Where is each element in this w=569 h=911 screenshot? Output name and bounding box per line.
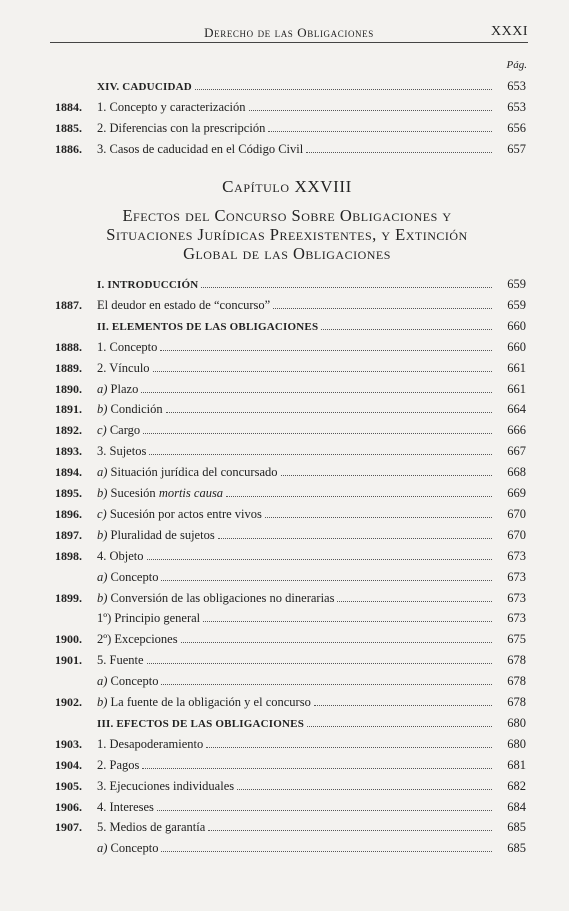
toc-entry [48, 296, 526, 314]
paragraph-number: 1898. [55, 548, 82, 563]
toc-entry-text: 1º) Principio general [97, 611, 201, 626]
paragraph-number: 1906. [55, 799, 82, 814]
dot-leader [195, 89, 492, 90]
paragraph-number: 1888. [55, 339, 82, 354]
paragraph-number: 1893. [55, 444, 82, 459]
paragraph-number: 1899. [55, 590, 82, 605]
toc-entry-line [97, 693, 526, 711]
dot-leader [160, 350, 492, 351]
running-header [50, 22, 528, 43]
toc-entry-title [97, 421, 140, 439]
toc-entry-title [97, 693, 311, 711]
paragraph-number: 1886. [55, 142, 82, 156]
toc-entry-text: Sucesión [107, 486, 159, 500]
dot-leader [249, 110, 492, 111]
toc-entry-line [97, 119, 526, 137]
toc-entry [48, 547, 526, 565]
dot-leader [321, 329, 492, 330]
item-letter: a) [97, 465, 108, 480]
paragraph-number: 1901. [55, 653, 82, 668]
toc-page-number: 685 [507, 841, 526, 856]
toc-page-number: 684 [507, 799, 526, 814]
toc-page-number: 653 [507, 79, 526, 93]
toc-page-number: 657 [507, 142, 526, 156]
dot-leader [206, 747, 492, 748]
chapter-subtitle-line: Situaciones Jurídicas Preexistentes, y Extinción [106, 225, 468, 244]
toc-entry-line [97, 839, 526, 857]
toc-page-number: 680 [507, 736, 526, 751]
toc-entry-text: 3. Ejecuciones individuales [97, 778, 235, 793]
paragraph-number: 1892. [55, 423, 82, 438]
toc-entry-line [97, 818, 526, 836]
paragraph-number: 1887. [55, 297, 82, 312]
paragraph-number: 1904. [55, 757, 82, 772]
toc-entry-text: Conversión de las obligaciones no dinerarias [107, 590, 335, 605]
paragraph-number: 1897. [55, 527, 82, 542]
toc-entry [48, 484, 526, 502]
toc-entry [48, 359, 526, 377]
dot-leader [208, 830, 492, 831]
toc-page-number: 660 [507, 318, 526, 333]
toc-entry [48, 463, 526, 481]
toc-page-number: 669 [507, 486, 526, 500]
toc-page-number: 678 [507, 674, 526, 689]
paragraph-number: 1895. [55, 486, 82, 500]
toc-entry-text: 2. Vínculo [97, 360, 150, 375]
toc-page-number: 670 [507, 506, 526, 521]
toc-entry-title [97, 777, 234, 795]
toc-entry-text: Cargo [106, 423, 141, 438]
toc-page-number: 680 [507, 715, 526, 730]
paragraph-number: 1894. [55, 465, 82, 480]
toc-section-heading [48, 317, 526, 335]
toc-entry-text: Condición [107, 402, 163, 417]
toc-entry-line [97, 777, 526, 795]
toc-entry-title [97, 276, 198, 293]
dot-leader [314, 705, 492, 706]
toc-entry-line [97, 547, 526, 565]
toc-entry-text: 1. Desapoderamiento [97, 736, 204, 751]
dot-leader [307, 726, 492, 727]
chapter-subtitle-line: Global de las Obligaciones [183, 244, 391, 263]
dot-leader [149, 454, 492, 455]
toc-page-number: 659 [507, 297, 526, 312]
toc-entry-text: 5. Medios de garantía [97, 820, 206, 835]
page-number: XXXI [491, 24, 528, 39]
toc-entry-line [97, 359, 526, 377]
toc-entry [48, 526, 526, 544]
paragraph-number: 1907. [55, 820, 82, 835]
toc-entry-line [97, 651, 526, 669]
toc-entry-title [97, 380, 138, 398]
item-letter: a) [97, 841, 108, 856]
paragraph-number: 1890. [55, 381, 82, 396]
toc-entry [48, 651, 526, 669]
toc-page-number: 678 [507, 695, 526, 709]
toc-entry-title [97, 547, 144, 565]
toc-entry-line [97, 421, 526, 439]
toc-entry-title [97, 756, 139, 774]
toc-page-number: 673 [507, 569, 526, 584]
item-letter: b) [97, 402, 108, 417]
toc-entry-title [97, 463, 278, 481]
toc-entry-line [97, 589, 526, 607]
toc-entry [48, 380, 526, 398]
toc-page-number: 666 [507, 423, 526, 438]
toc-entry [48, 589, 526, 607]
dot-leader [306, 152, 492, 153]
dot-leader [226, 496, 492, 497]
toc-entry-line [97, 380, 526, 398]
dot-leader [237, 789, 492, 790]
toc-page-number: 681 [507, 757, 526, 772]
chapter-subtitle-line: Efectos del Concurso Sobre Obligaciones y [122, 206, 452, 225]
item-letter: a) [97, 674, 108, 689]
toc-entry-text: La fuente de la obligación y el concurso [107, 695, 311, 709]
toc-entry-line [97, 77, 526, 95]
toc-entry-line [97, 526, 526, 544]
toc-entry-line [97, 98, 526, 116]
toc-entry-line [97, 568, 526, 586]
toc-entry-text: II. ELEMENTOS DE LAS OBLIGACIONES [97, 320, 319, 333]
dot-leader [157, 810, 492, 811]
toc-page-number: 673 [507, 590, 526, 605]
toc-entry-line [97, 714, 526, 732]
toc-page-number: 678 [507, 653, 526, 668]
paragraph-number: 1900. [55, 632, 82, 647]
toc-entry [48, 672, 526, 690]
dot-leader [181, 642, 492, 643]
toc-entry-text: 3. Casos de caducidad en el Código Civil [97, 142, 304, 156]
item-letter: b) [97, 590, 108, 605]
toc-entry [48, 798, 526, 816]
toc-entry-title [97, 140, 303, 158]
toc-entry [48, 839, 526, 857]
item-letter: a) [97, 381, 108, 396]
toc-entry-text: Pluralidad de sujetos [107, 527, 215, 542]
toc-entry-line [97, 463, 526, 481]
toc-entry [48, 442, 526, 460]
toc-section-heading [48, 77, 526, 95]
toc-entry-title [97, 672, 158, 690]
toc-entry-title [97, 839, 158, 857]
toc-entry-title [97, 609, 200, 627]
toc-entry-title [97, 338, 157, 356]
toc-page-number: 661 [507, 381, 526, 396]
toc-entry-text: 2º) Excepciones [97, 632, 178, 647]
toc-entry-line [97, 798, 526, 816]
item-letter: b) [97, 527, 108, 542]
toc-entry-line [97, 484, 526, 502]
toc-page-number: 675 [507, 632, 526, 647]
dot-leader [268, 131, 492, 132]
toc-entry-title [97, 798, 154, 816]
toc-entry-title [97, 318, 318, 335]
toc-entry-text: 2. Pagos [97, 757, 140, 772]
dot-leader [161, 684, 492, 685]
toc-entry-text: 4. Objeto [97, 548, 144, 563]
dot-leader [147, 559, 492, 560]
toc-entry-line [97, 630, 526, 648]
toc-entry [48, 505, 526, 523]
toc-entry-title [97, 98, 246, 116]
toc-entry-title [97, 526, 215, 544]
item-letter: c) [97, 423, 107, 438]
toc-page-number: 664 [507, 402, 526, 417]
dot-leader [273, 308, 492, 309]
item-letter: c) [97, 506, 107, 521]
toc-entry-line [97, 400, 526, 418]
toc-entry [48, 693, 526, 711]
toc-entry-line [97, 442, 526, 460]
toc-page-number: 661 [507, 360, 526, 375]
toc-entry-text: Concepto [107, 841, 159, 856]
dot-leader [142, 768, 492, 769]
toc-page-number: 685 [507, 820, 526, 835]
dot-leader [337, 601, 492, 602]
toc-page-number: 668 [507, 465, 526, 480]
toc-section-heading [48, 275, 526, 293]
toc-entry-title [97, 589, 334, 607]
dot-leader [166, 412, 492, 413]
dot-leader [153, 371, 492, 372]
toc-entry-title [97, 442, 146, 460]
toc-entry-line [97, 735, 526, 753]
toc-entry-text: Sucesión por actos entre vivos [106, 506, 262, 521]
toc-entry-text: El deudor en estado de “concurso” [97, 297, 271, 312]
toc-entry [48, 400, 526, 418]
toc-entry-text: III. EFECTOS DE LAS OBLIGACIONES [97, 717, 305, 730]
dot-leader [281, 475, 492, 476]
toc-entry-line [97, 296, 526, 314]
toc-entry-title [97, 568, 158, 586]
toc-entry-title [97, 505, 262, 523]
toc-entry-text: Concepto [107, 674, 159, 689]
toc-page-number: 656 [507, 121, 526, 135]
toc-page-number: 659 [507, 277, 526, 291]
dot-leader [161, 851, 492, 852]
item-letter: b) [97, 486, 108, 500]
toc-entry-line [97, 756, 526, 774]
paragraph-number: 1902. [55, 695, 82, 709]
toc-entry-italic-text: mortis causa [158, 486, 224, 500]
toc-entry [48, 735, 526, 753]
toc-entry-text: 3. Sujetos [97, 444, 147, 459]
toc-entry-text: Concepto [107, 569, 159, 584]
toc-section-heading [48, 714, 526, 732]
toc-entry-line [97, 672, 526, 690]
toc-entry-text: 1. Concepto [97, 339, 158, 354]
item-letter: b) [97, 695, 108, 709]
toc-entry [48, 568, 526, 586]
item-letter: a) [97, 569, 108, 584]
dot-leader [161, 580, 492, 581]
toc-entry-line [97, 505, 526, 523]
dot-leader [143, 433, 492, 434]
toc-entry-title [97, 119, 265, 137]
toc-entry [48, 818, 526, 836]
paragraph-number: 1889. [55, 360, 82, 375]
toc-entry-title [97, 484, 223, 502]
toc-entry [48, 609, 526, 627]
toc-entry [48, 140, 526, 158]
toc-entry-title [97, 400, 163, 418]
toc-entry [48, 421, 526, 439]
toc-entry-text: 4. Intereses [97, 799, 154, 814]
toc-entry-line [97, 275, 526, 293]
dot-leader [201, 287, 492, 288]
toc-entry [48, 630, 526, 648]
toc-entry-line [97, 609, 526, 627]
running-header-title: Derecho de las Obligaciones [204, 25, 374, 40]
toc-entry-title [97, 735, 203, 753]
toc-page-number: 670 [507, 527, 526, 542]
toc-entry [48, 338, 526, 356]
toc-entry [48, 98, 526, 116]
paragraph-number: 1903. [55, 736, 82, 751]
dot-leader [218, 538, 492, 539]
toc-entry-title [97, 296, 270, 314]
toc-page-number: 682 [507, 778, 526, 793]
toc-entry-line [97, 338, 526, 356]
dot-leader [265, 517, 492, 518]
toc-entry [48, 756, 526, 774]
toc-entry-text: 2. Diferencias con la prescripción [97, 121, 266, 135]
toc-entry-text: 5. Fuente [97, 653, 144, 668]
paragraph-number: 1896. [55, 506, 82, 521]
toc-entry [48, 119, 526, 137]
toc-entry-text: 1. Concepto y caracterización [97, 100, 246, 114]
toc-page-number: 673 [507, 548, 526, 563]
page-column-label: Pág. [506, 59, 527, 71]
dot-leader [203, 621, 492, 622]
dot-leader [141, 392, 492, 393]
paragraph-number: 1884. [55, 100, 82, 114]
paragraph-number: 1885. [55, 121, 82, 135]
toc-page-number: 667 [507, 444, 526, 459]
toc-entry-title [97, 651, 144, 669]
toc-entry-title [97, 818, 205, 836]
toc-page-number: 653 [507, 100, 526, 114]
toc-entry [48, 777, 526, 795]
toc-entry-title [97, 715, 304, 732]
toc-page-number: 673 [507, 611, 526, 626]
dot-leader [147, 663, 492, 664]
paragraph-number: 1891. [55, 402, 82, 417]
toc-entry-line [97, 140, 526, 158]
toc-entry-text: XIV. CADUCIDAD [97, 81, 192, 93]
chapter-title: Capítulo XXVIII [222, 177, 352, 196]
toc-entry-title [97, 359, 150, 377]
toc-entry-text: I. INTRODUCCIÓN [97, 279, 199, 291]
toc-page-number: 660 [507, 339, 526, 354]
toc-entry-title [97, 78, 192, 95]
toc-entry-text: Plazo [107, 381, 139, 396]
paragraph-number: 1905. [55, 778, 82, 793]
toc-entry-title [97, 630, 178, 648]
toc-entry-text: Situación jurídica del concursado [107, 465, 278, 480]
toc-entry-line [97, 317, 526, 335]
